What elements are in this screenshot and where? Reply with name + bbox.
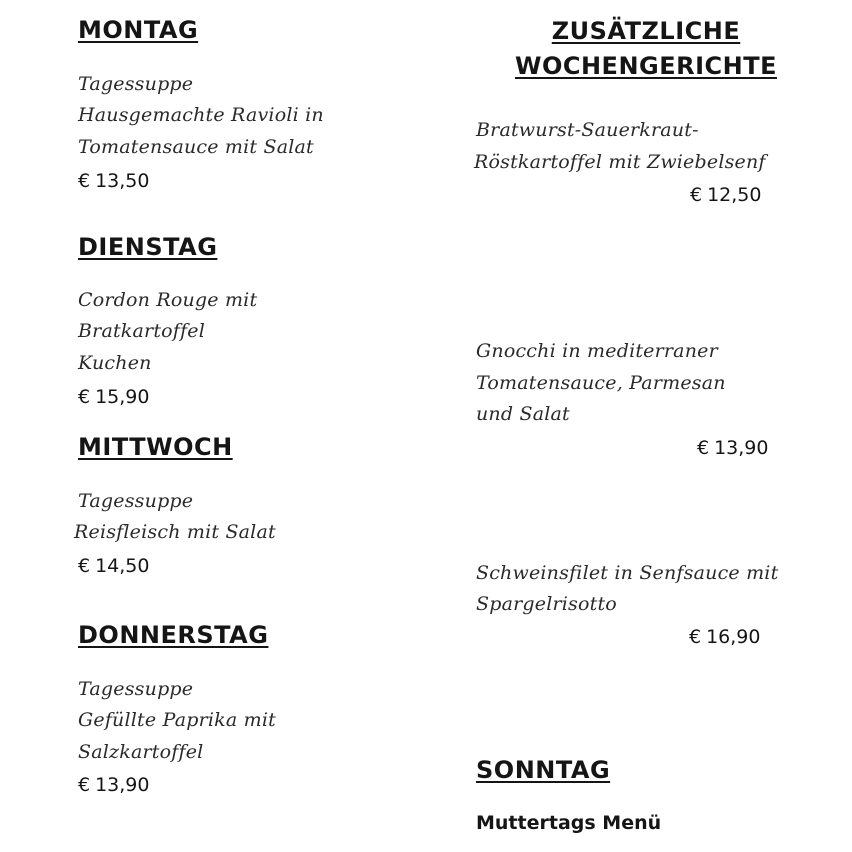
price-value: 16,90 <box>706 626 761 648</box>
donnerstag-line-2: Gefüllte Paprika mit <box>78 709 276 731</box>
price-value: 15,90 <box>95 386 150 408</box>
dish1-line-1: Bratwurst-Sauerkraut- <box>476 119 699 141</box>
dish3-line-2: Spargelrisotto <box>476 593 617 615</box>
weekly-dishes-title-line-1: ZUSÄTZLICHE <box>551 17 741 45</box>
dienstag-line-2: Bratkartoffel <box>78 320 205 342</box>
mittwoch-line-1: Tagessuppe <box>78 490 194 512</box>
price-value: 12,50 <box>707 184 762 206</box>
heading-donnerstag: DONNERSTAG <box>78 621 269 649</box>
dish2-line-2: Tomatensauce, Parmesan <box>476 372 726 394</box>
heading-dienstag: DIENSTAG <box>78 233 218 261</box>
euro-sign: € <box>78 386 91 408</box>
price-value: 13,90 <box>95 774 150 796</box>
dish1-line-2: Röstkartoffel mit Zwiebelsenf <box>474 151 766 173</box>
heading-sonntag: SONNTAG <box>476 756 611 784</box>
montag-line-3: Tomatensauce mit Salat <box>78 136 314 158</box>
euro-sign: € <box>78 774 91 796</box>
dish2-line-3: und Salat <box>476 403 570 425</box>
dish3-price <box>689 626 761 648</box>
montag-line-1: Tagessuppe <box>78 73 194 95</box>
euro-sign: € <box>689 626 702 648</box>
dish3-line-1: Schweinsfilet in Senfsauce mit <box>476 562 779 584</box>
dish2-line-1: Gnocchi in mediterraner <box>476 340 718 362</box>
price-value: 13,50 <box>95 170 150 192</box>
dienstag-price <box>78 386 150 408</box>
euro-sign: € <box>697 437 710 459</box>
heading-mittwoch: MITTWOCH <box>78 433 233 461</box>
dish2-price <box>697 437 769 459</box>
heading-montag: MONTAG <box>78 16 199 44</box>
donnerstag-line-1: Tagessuppe <box>78 678 194 700</box>
euro-sign: € <box>78 170 91 192</box>
euro-sign: € <box>690 184 703 206</box>
montag-price <box>78 170 150 192</box>
montag-line-2: Hausgemachte Ravioli in <box>78 104 324 126</box>
dienstag-line-1: Cordon Rouge mit <box>78 289 258 311</box>
dish1-price <box>690 184 762 206</box>
mittwoch-price <box>78 555 150 577</box>
weekly-dishes-title-line-2: WOCHENGERICHTE <box>514 52 778 80</box>
euro-sign: € <box>78 555 91 577</box>
dienstag-line-3: Kuchen <box>78 352 152 374</box>
price-value: 14,50 <box>95 555 150 577</box>
donnerstag-line-3: Salzkartoffel <box>78 741 204 763</box>
donnerstag-price <box>78 774 150 796</box>
sonntag-subheading: Muttertags Menü <box>476 812 662 834</box>
price-value: 13,90 <box>714 437 769 459</box>
mittwoch-line-2: Reisfleisch mit Salat <box>74 521 276 543</box>
